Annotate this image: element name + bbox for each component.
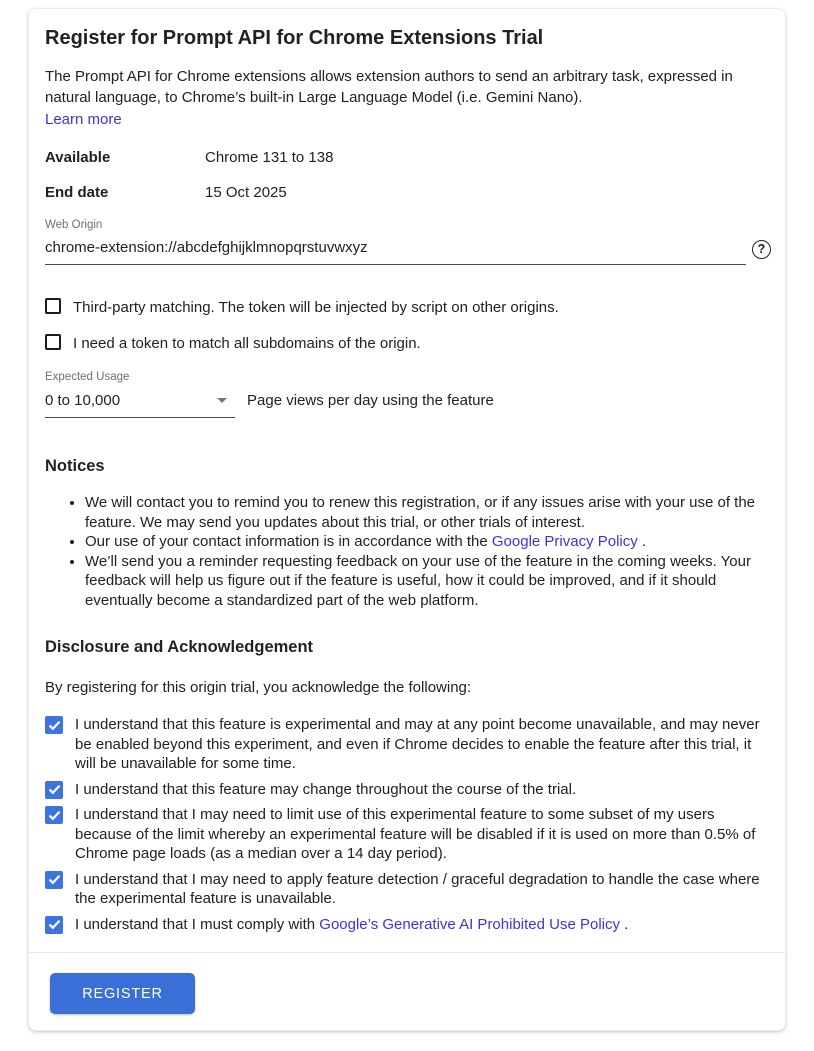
acknowledgement-checkbox-5[interactable] bbox=[45, 916, 63, 934]
web-origin-input-row bbox=[45, 237, 771, 265]
page-title: Register for Prompt API for Chrome Extensions Trial bbox=[45, 27, 544, 49]
subdomain-matching-option[interactable] bbox=[45, 334, 771, 353]
acknowledgement-row bbox=[45, 915, 771, 935]
generative-ai-policy-link[interactable]: Google’s Generative AI Prohibited Use Policy bbox=[319, 915, 620, 933]
acknowledgement-text: I understand that I may need to apply feature detection / graceful degradation to handle the case where the experimental feature is unavailable. bbox=[75, 870, 760, 907]
disclosure-heading: Disclosure and Acknowledgement bbox=[45, 638, 314, 656]
web-origin-input[interactable] bbox=[45, 237, 746, 265]
subdomain-checkbox[interactable] bbox=[45, 334, 61, 350]
available-row bbox=[45, 148, 771, 168]
acknowledgement-text-before: I understand that I must comply with bbox=[75, 915, 320, 933]
acknowledgement-text bbox=[75, 915, 771, 935]
expected-usage-select-wrap bbox=[45, 390, 235, 418]
expected-usage-row bbox=[45, 390, 771, 418]
notice-text: Our use of your contact information is in accordance with the bbox=[85, 533, 492, 550]
notice-item bbox=[85, 493, 769, 532]
dropdown-arrow-icon bbox=[217, 398, 227, 403]
help-icon[interactable]: ? bbox=[752, 240, 771, 259]
disclosure-intro: By registering for this origin trial, you acknowledge the following: bbox=[45, 679, 472, 696]
trial-details bbox=[45, 148, 771, 203]
acknowledgement-text: I understand that I may need to limit use of this experimental feature to some subset of my users because of the limit whereby an experimental feature will be disabled if it is used on more than 0.5% of Chrome page loads (as a median over a 14 day period). bbox=[75, 806, 756, 862]
expected-usage-suffix: Page views per day using the feature bbox=[247, 392, 494, 409]
third-party-matching-option[interactable] bbox=[45, 298, 771, 317]
available-label: Available bbox=[45, 149, 111, 166]
end-date-label: End date bbox=[45, 184, 109, 201]
acknowledgement-checkbox-4[interactable] bbox=[45, 871, 63, 889]
third-party-checkbox[interactable] bbox=[45, 298, 61, 314]
third-party-label: Third-party matching. The token will be injected by script on other origins. bbox=[73, 299, 559, 316]
notices-heading: Notices bbox=[45, 457, 105, 475]
acknowledgement-row bbox=[45, 715, 771, 774]
acknowledgement-row bbox=[45, 780, 771, 800]
card-footer bbox=[29, 952, 785, 1030]
acknowledgement-list bbox=[45, 715, 771, 934]
acknowledgement-text: I understand that this feature may change throughout the course of the trial. bbox=[75, 780, 577, 798]
end-date-value: 15 Oct 2025 bbox=[205, 184, 287, 201]
check-icon bbox=[48, 784, 61, 795]
expected-usage-select[interactable] bbox=[45, 390, 235, 418]
expected-usage-field bbox=[45, 370, 771, 418]
acknowledgement-checkbox-3[interactable] bbox=[45, 806, 63, 824]
registration-card bbox=[28, 8, 786, 1031]
notice-text: . bbox=[637, 533, 647, 550]
notice-text: We will contact you to remind you to renew this registration, or if any issues arise with your use of the feature. We may send you updates about this trial, or other trials of interest. bbox=[85, 494, 756, 531]
check-icon bbox=[48, 720, 61, 731]
register-button[interactable]: REGISTER bbox=[50, 973, 195, 1014]
acknowledgement-text-after: . bbox=[620, 915, 629, 933]
web-origin-label: Web Origin bbox=[45, 219, 103, 231]
notice-text: We’ll send you a reminder requesting feedback on your use of the feature in the coming weeks. Your feedback will help us figure out if the feature is useful, how it could be improved, and if it should eventually become a standardized part of the web platform. bbox=[85, 552, 751, 609]
notice-item bbox=[85, 552, 769, 611]
available-value: Chrome 131 to 138 bbox=[205, 149, 334, 166]
acknowledgement-row bbox=[45, 870, 771, 909]
token-options bbox=[45, 298, 771, 353]
notice-item bbox=[85, 532, 769, 552]
web-origin-field bbox=[45, 218, 771, 265]
check-icon bbox=[48, 810, 61, 821]
check-icon bbox=[48, 919, 61, 930]
acknowledgement-text: I understand that this feature is experimental and may at any point become unavailable, and may never be enabled beyond this experiment, and even if Chrome decides to enable the feature after this trial, it will be unavailable for some time. bbox=[75, 716, 760, 772]
acknowledgement-checkbox-2[interactable] bbox=[45, 781, 63, 799]
subdomain-label: I need a token to match all subdomains of the origin. bbox=[73, 335, 421, 352]
acknowledgement-checkbox-1[interactable] bbox=[45, 716, 63, 734]
expected-usage-value: 0 to 10,000 bbox=[45, 392, 121, 409]
trial-description: The Prompt API for Chrome extensions allows extension authors to send an arbitrary task, expressed in natural language, to Chrome’s built-in Large Language Model (i.e. Gemini Nano). bbox=[45, 68, 733, 106]
end-date-row bbox=[45, 183, 771, 203]
check-icon bbox=[48, 874, 61, 885]
registration-form bbox=[29, 9, 785, 952]
acknowledgement-row bbox=[45, 805, 771, 864]
google-privacy-policy-link[interactable]: Google Privacy Policy bbox=[491, 533, 638, 550]
notices-list bbox=[45, 493, 769, 610]
expected-usage-label: Expected Usage bbox=[45, 371, 130, 383]
learn-more-link[interactable]: Learn more bbox=[45, 111, 122, 128]
